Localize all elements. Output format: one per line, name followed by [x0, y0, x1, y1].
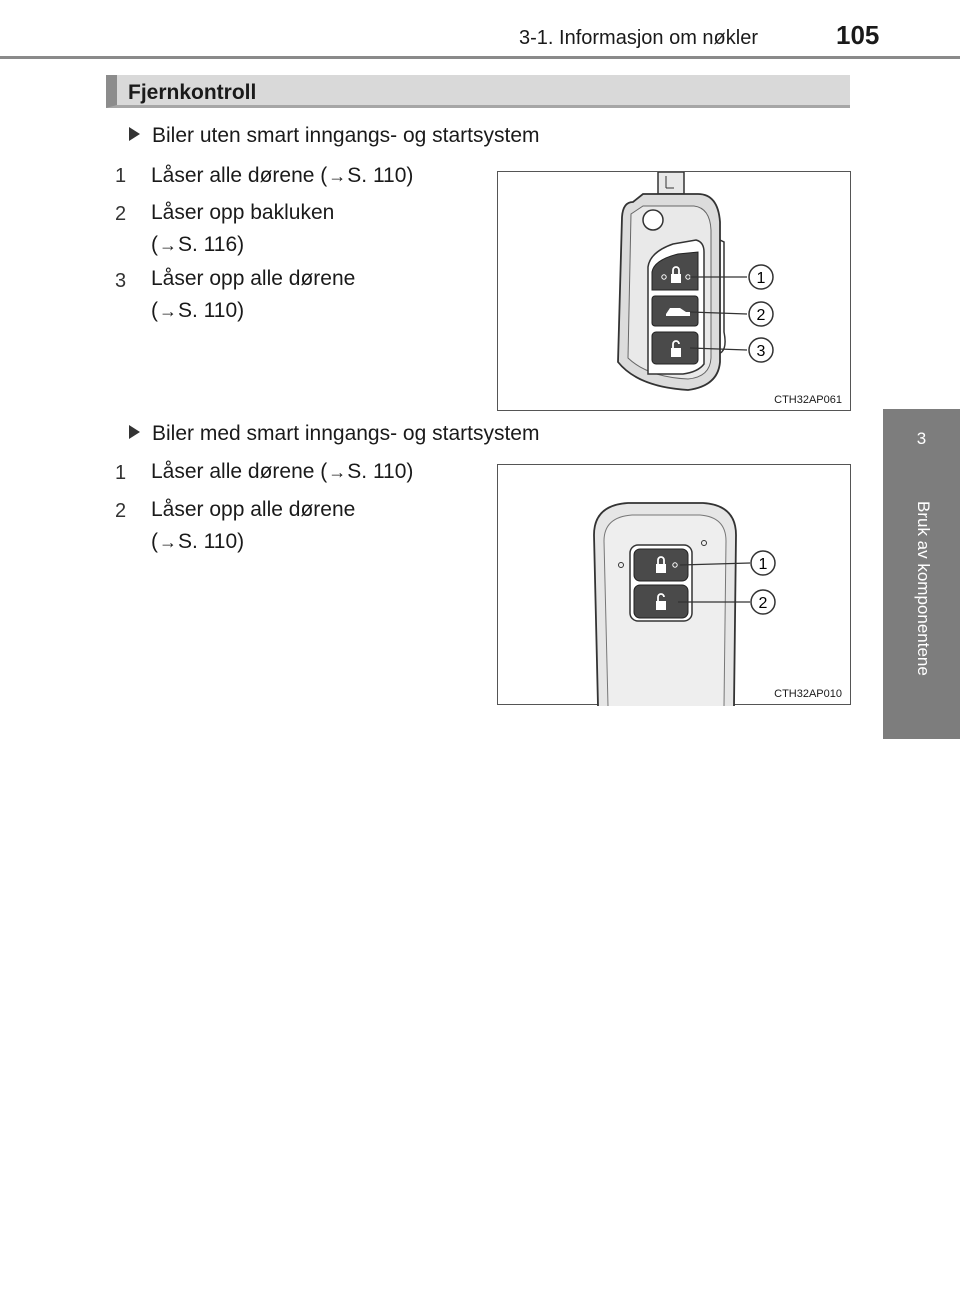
subheading-without-smart: Biler uten smart inngangs- og startsystem	[129, 124, 540, 148]
arrow-icon: →	[328, 462, 347, 482]
chapter-title: 3-1. Informasjon om nøkler	[519, 27, 758, 49]
figure-code: CTH32AP010	[774, 688, 842, 700]
list-item: Låser opp bakluken (→S. 116)	[151, 201, 335, 256]
section-heading	[106, 75, 850, 108]
header-rule	[0, 56, 960, 59]
arrow-icon: →	[159, 532, 177, 552]
section-title: Fjernkontroll	[128, 81, 257, 104]
figure-folding-key	[497, 171, 851, 411]
item-number: 2	[115, 500, 127, 522]
triangle-bullet-icon	[129, 425, 140, 439]
subheading-with-smart: Biler med smart inngangs- og startsystem	[129, 422, 539, 446]
smart-key-illustration	[498, 465, 852, 706]
arrow-icon: →	[159, 301, 177, 321]
callout-3: 3	[756, 343, 766, 360]
figure-smart-key	[497, 464, 851, 705]
list-item: Låser alle dørene (→S. 110)	[151, 164, 414, 187]
list-item: Låser opp alle dørene (→S. 110)	[151, 498, 356, 553]
figure-code: CTH32AP061	[774, 394, 842, 406]
folding-key-fob-illustration	[498, 172, 852, 412]
list-item: Låser alle dørene (→S. 110)	[151, 460, 414, 483]
side-tab-number: 3	[916, 429, 927, 448]
arrow-icon: →	[328, 166, 347, 186]
chapter-side-tab	[883, 409, 960, 739]
item-number: 2	[115, 203, 127, 225]
callout-1: 1	[756, 270, 766, 287]
item-number: 3	[115, 270, 127, 292]
item-number: 1	[115, 165, 127, 187]
callout-2: 2	[758, 595, 768, 612]
triangle-bullet-icon	[129, 127, 140, 141]
list-item: Låser opp alle dørene (→S. 110)	[151, 267, 356, 322]
arrow-icon: →	[159, 235, 177, 255]
item-number: 1	[115, 462, 127, 484]
callout-2: 2	[756, 307, 766, 324]
page-number: 105	[836, 20, 880, 50]
side-tab-label: Bruk av komponentene	[914, 501, 933, 676]
callout-1: 1	[758, 556, 768, 573]
